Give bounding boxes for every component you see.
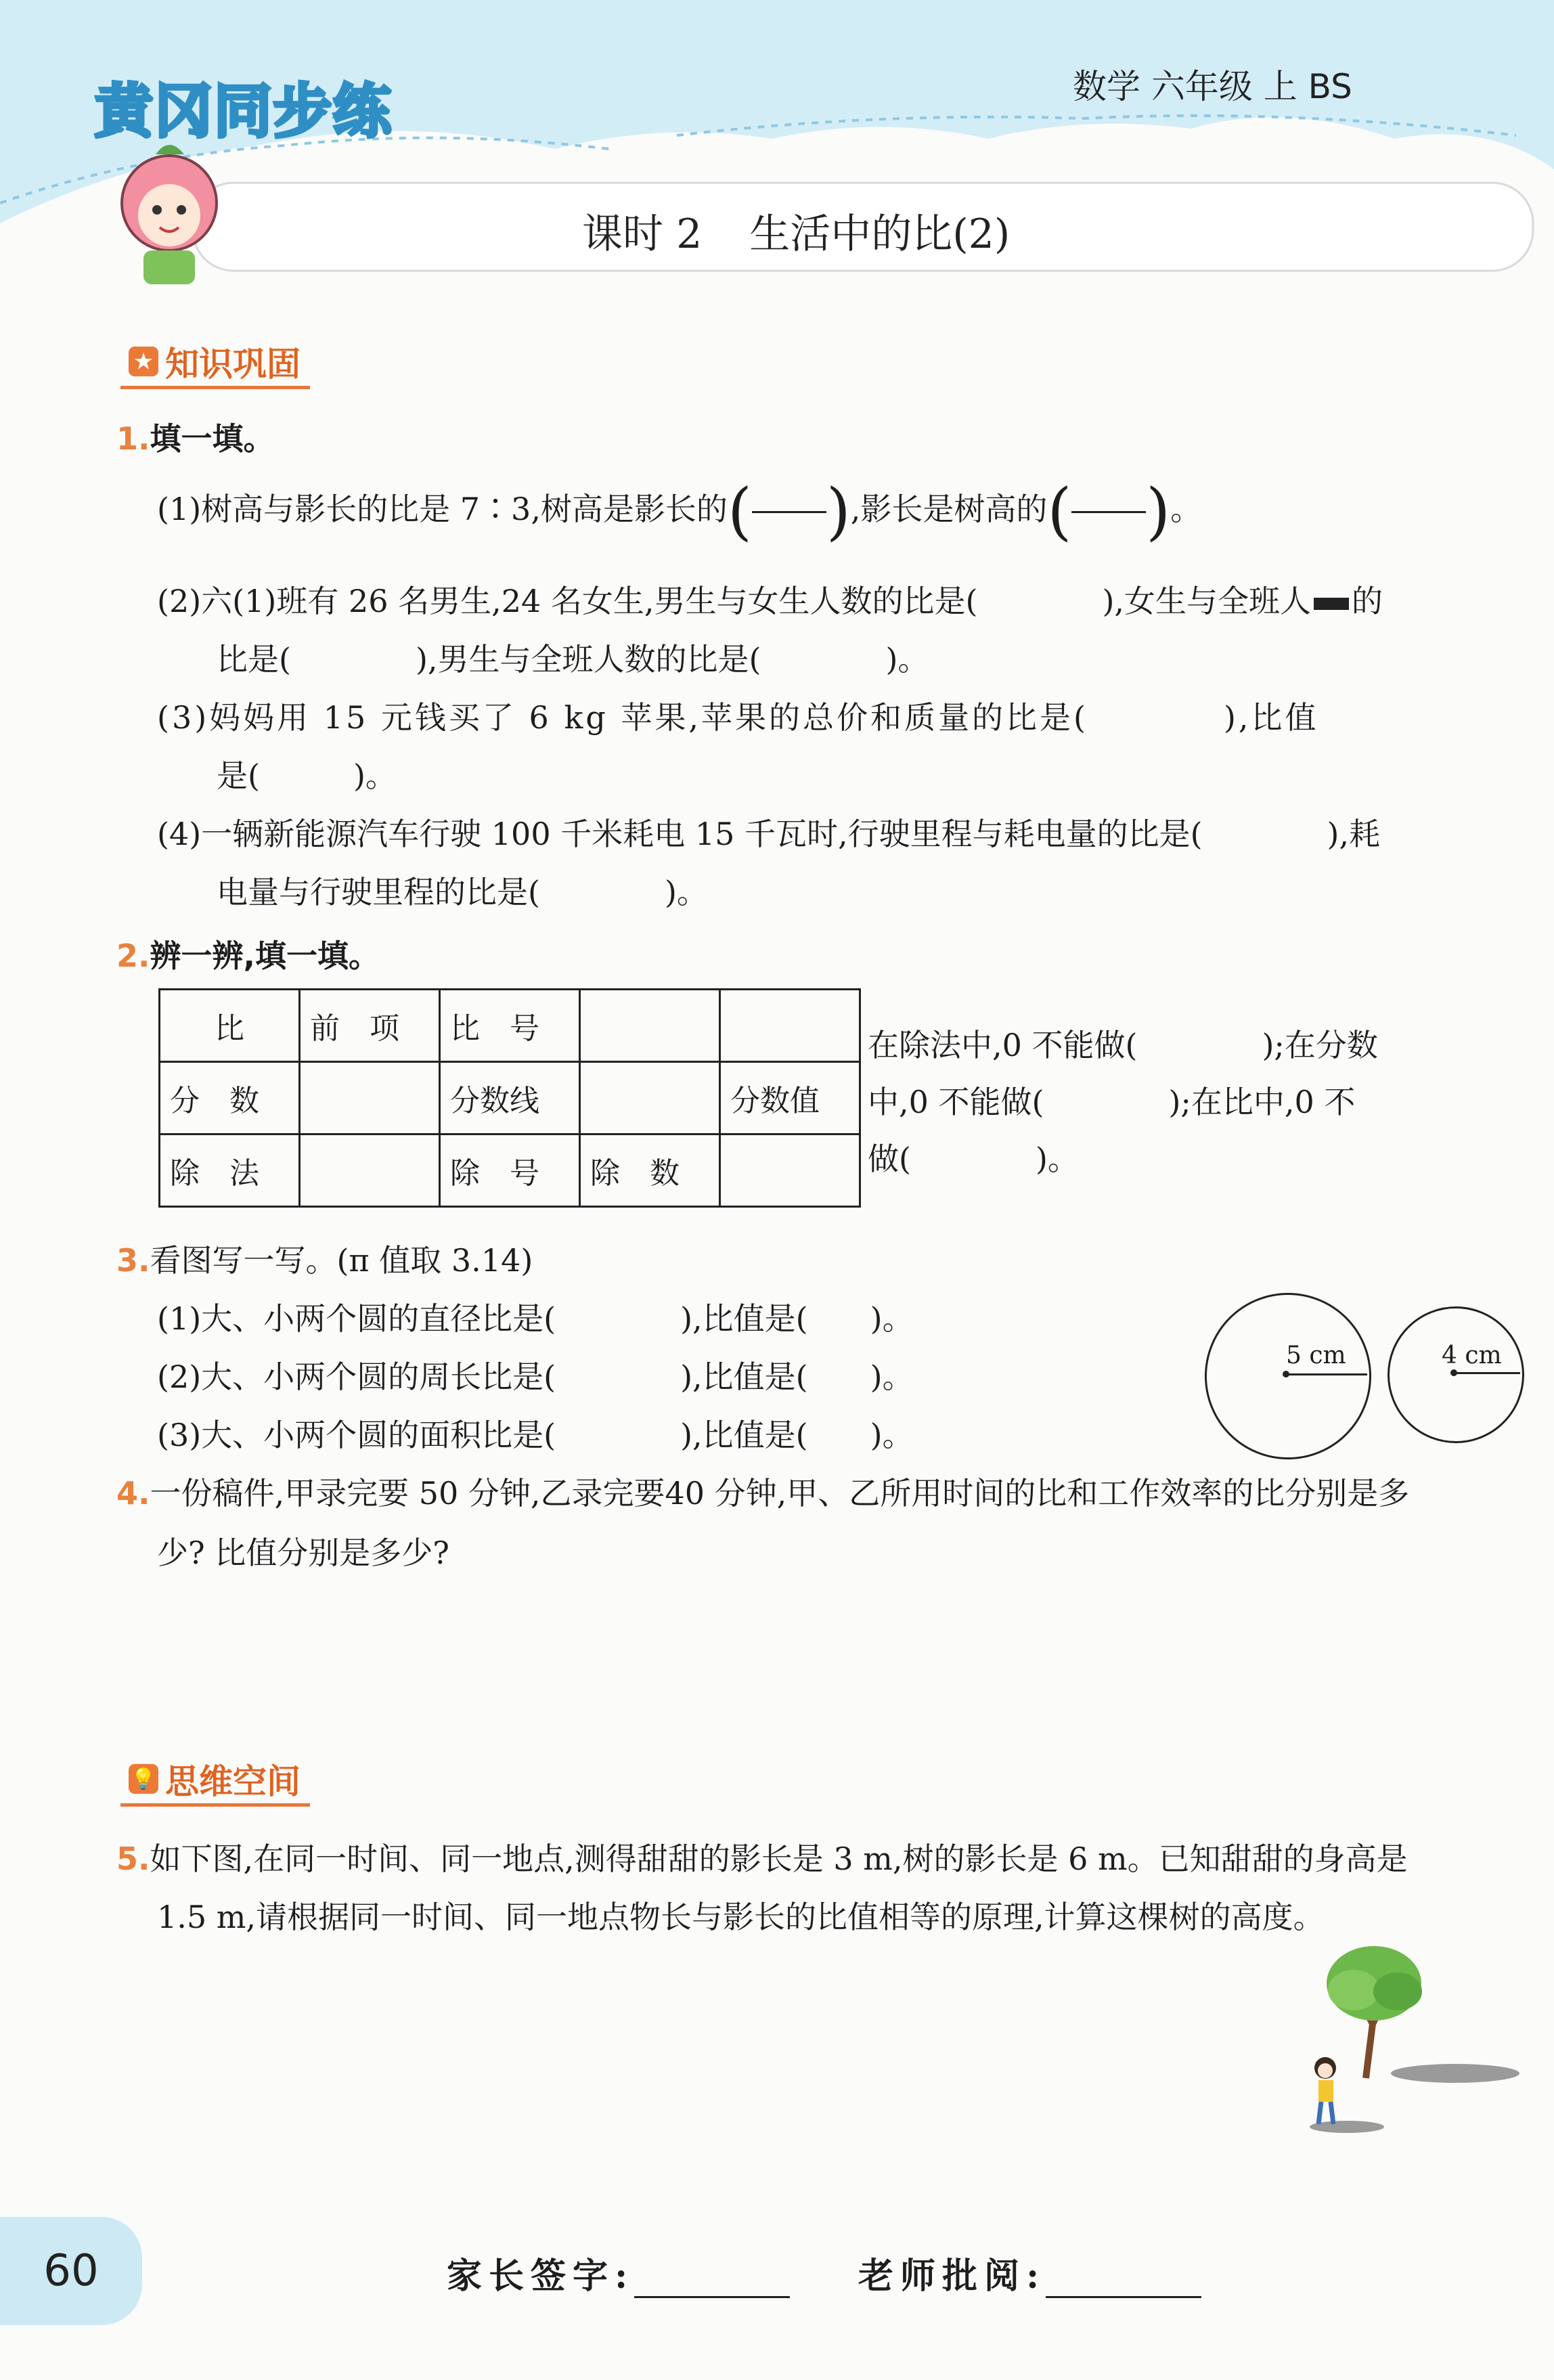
big-radius-label: 5 cm [1286,1342,1346,1369]
small-circle-radius [1454,1372,1520,1374]
star-icon: ★ [129,347,158,376]
q5-answer-area[interactable] [157,1949,1267,2173]
q4-line2: 少? 比值分别是多少? [157,1535,449,1571]
q3-number: 3. [116,1242,150,1279]
subject-grade: 数学 六年级 上 BS [1073,67,1352,106]
parent-signature-line[interactable] [634,2269,790,2298]
q1-part2-line2: 比是( ),男生与全班人数的比是( )。 [217,641,929,678]
q1-part1-text-a: (1)树高与影长的比是 7∶3,树高是影长的 [157,491,728,527]
comparison-table [158,988,861,1208]
table-cell: 分数值 [720,1062,860,1134]
table-cell: 除 法 [160,1134,300,1207]
tree-girl-illustration [1286,1943,1530,2146]
q1-part1-text-b: ,影长是树高的 [850,491,1048,527]
parent-signature-label: 家长签字: [447,2255,635,2297]
table-cell: 前 项 [300,990,440,1062]
q3-part1: (1)大、小两个圆的直径比是( ),比值是( )。 [157,1300,914,1337]
q2-side-line1: 在除法中,0 不能做( );在分数 [868,1027,1378,1063]
girl-body [1318,2080,1333,2102]
table-blank-cell[interactable] [580,1062,720,1134]
q2-side-line2: 中,0 不能做( );在比中,0 不 [868,1084,1356,1120]
q2-text: 辨一辨,填一填。 [150,938,380,974]
q5-line1 [116,1834,1408,1879]
q1-part1: (1)树高与影长的比是 7∶3,树高是影长的( ),影长是树高的( )。 [157,475,1202,548]
table-cell: 除 号 [440,1134,580,1207]
q4-text: 一份稿件,甲录完要 50 分钟,乙录完要40 分钟,甲、乙所用时间的比和工作效率的比分别是多 [150,1475,1410,1512]
table-blank-cell[interactable] [300,1062,440,1134]
q1-number: 1. [116,420,150,457]
small-radius-label: 4 cm [1442,1342,1502,1369]
q4-answer-area[interactable] [157,1577,1511,1733]
section-tag-knowledge [120,337,310,389]
lightbulb-icon: 💡 [129,1764,158,1794]
q2-stem [116,931,380,976]
section-tag-thinking [120,1755,310,1807]
q1-part3-line2: 是( )。 [217,757,397,794]
parent-signature [447,2247,790,2298]
teacher-review-label: 老师批阅: [858,2255,1046,2297]
page-number: 60 [0,2217,142,2325]
fraction-blank-1[interactable] [752,483,826,540]
q1-part4-line1: (4)一辆新能源汽车行驶 100 千米耗电 15 千瓦时,行驶里程与耗电量的比是( ),耗 [157,816,1381,852]
table-cell: 比 号 [440,990,580,1062]
table-cell: 除 数 [580,1134,720,1207]
q1-part2-line1 [157,577,1383,621]
lesson-number: 课时 2 [582,211,703,258]
table-row [160,1062,860,1134]
brand-logo: 黄冈同步练 [95,78,393,146]
table-cell: 分数线 [440,1062,580,1134]
table-cell: 分 数 [160,1062,300,1134]
q4-number: 4. [116,1475,150,1512]
q1-part3-line1: (3)妈妈用 15 元钱买了 6 kg 苹果,苹果的总价和质量的比是( ),比值 [157,699,1319,736]
q4-line1 [116,1469,1409,1514]
table-blank-cell[interactable] [720,990,860,1062]
q3-text: 看图写一写。(π 值取 3.14) [150,1242,533,1279]
big-circle-radius [1286,1373,1367,1375]
q3-part3: (3)大、小两个圆的面积比是( ),比值是( )。 [157,1417,914,1453]
table-row [160,1134,860,1207]
table-cell: 比 [160,990,300,1062]
q1-stem [116,414,274,459]
table-row [160,990,860,1062]
section-tag-label: 思维空间 [165,1761,301,1801]
teacher-review-line[interactable] [1046,2269,1201,2298]
q1-part2-tail: 的 [1352,583,1383,619]
q2-side-line3: 做( )。 [868,1141,1079,1177]
q5-line2: 1.5 m,请根据同一时间、同一地点物长与影长的比值相等的原理,计算这棵树的高度。 [157,1899,1325,1935]
table-blank-cell[interactable] [300,1134,440,1207]
q5-number: 5. [116,1841,150,1877]
section-tag-label: 知识巩固 [165,344,301,384]
q3-part2: (2)大、小两个圆的周长比是( ),比值是( )。 [157,1359,914,1395]
smudge-mark [1314,598,1349,610]
q1-part2-text: (2)六(1)班有 26 名男生,24 名女生,男生与女生人数的比是( ),女生与全班人 [157,583,1312,619]
q2-number: 2. [116,938,150,974]
q3-stem [116,1236,533,1281]
lesson-title [582,202,1010,260]
fraction-blank-2[interactable] [1071,483,1146,540]
tree-shadow [1391,2064,1519,2083]
q1-text: 填一填。 [150,420,275,457]
q5-text: 如下图,在同一时间、同一地点,测得甜甜的影长是 3 m,树的影长是 6 m。已知甜甜的身高是 [150,1841,1408,1877]
table-blank-cell[interactable] [720,1134,860,1207]
q1-part1-text-c: 。 [1170,491,1202,527]
teacher-review [858,2247,1201,2298]
table-blank-cell[interactable] [580,990,720,1062]
girl-legs [1318,2102,1333,2124]
lesson-name: 生活中的比(2) [749,211,1011,258]
q1-part4-line2: 电量与行驶里程的比是( )。 [217,874,708,910]
